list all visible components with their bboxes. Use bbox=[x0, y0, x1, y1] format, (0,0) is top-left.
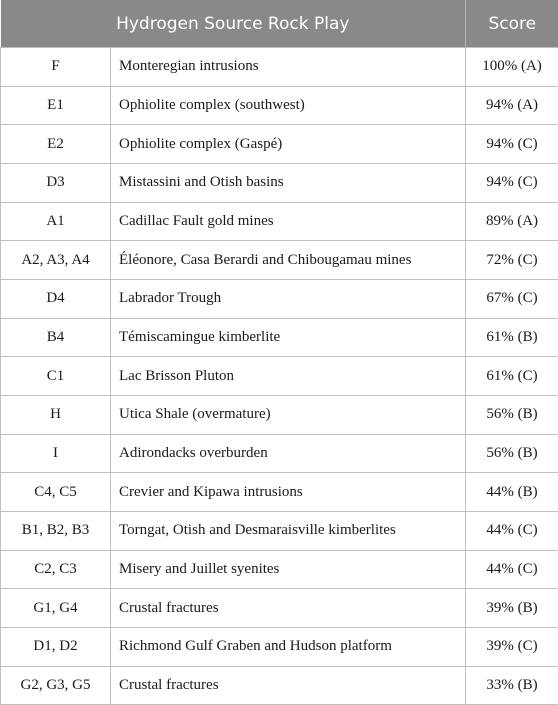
score-cell: 56% (B) bbox=[466, 395, 558, 434]
play-name-cell: Témiscamingue kimberlite bbox=[111, 318, 466, 357]
play-name-cell: Utica Shale (overmature) bbox=[111, 395, 466, 434]
play-name-cell: Adirondacks overburden bbox=[111, 434, 466, 473]
table-row bbox=[1, 202, 558, 241]
play-id-cell: G1, G4 bbox=[1, 589, 111, 628]
play-id-cell: A1 bbox=[1, 202, 111, 241]
score-cell: 44% (C) bbox=[466, 550, 558, 589]
table-row bbox=[1, 125, 558, 164]
table-row bbox=[1, 589, 558, 628]
play-id-cell: B4 bbox=[1, 318, 111, 357]
play-name-cell: Crevier and Kipawa intrusions bbox=[111, 473, 466, 512]
play-id-cell: A2, A3, A4 bbox=[1, 241, 111, 280]
table-body bbox=[1, 48, 558, 705]
score-cell: 67% (C) bbox=[466, 279, 558, 318]
table-header-row bbox=[1, 0, 558, 48]
play-name-cell: Torngat, Otish and Desmaraisville kimberlites bbox=[111, 511, 466, 550]
table-row bbox=[1, 511, 558, 550]
table-row bbox=[1, 395, 558, 434]
play-name-cell: Ophiolite complex (Gaspé) bbox=[111, 125, 466, 164]
play-id-cell: C2, C3 bbox=[1, 550, 111, 589]
header-score: Score bbox=[466, 0, 558, 48]
score-cell: 56% (B) bbox=[466, 434, 558, 473]
score-cell: 61% (B) bbox=[466, 318, 558, 357]
play-id-cell: D3 bbox=[1, 163, 111, 202]
play-id-cell: E2 bbox=[1, 125, 111, 164]
play-name-cell: Richmond Gulf Graben and Hudson platform bbox=[111, 627, 466, 666]
play-name-cell: Ophiolite complex (southwest) bbox=[111, 86, 466, 125]
score-cell: 44% (B) bbox=[466, 473, 558, 512]
score-cell: 61% (C) bbox=[466, 357, 558, 396]
play-id-cell: H bbox=[1, 395, 111, 434]
play-name-cell: Éléonore, Casa Berardi and Chibougamau mines bbox=[111, 241, 466, 280]
table-row bbox=[1, 627, 558, 666]
play-id-cell: C4, C5 bbox=[1, 473, 111, 512]
table-row bbox=[1, 48, 558, 87]
play-name-cell: Misery and Juillet syenites bbox=[111, 550, 466, 589]
score-cell: 94% (C) bbox=[466, 125, 558, 164]
table-row bbox=[1, 86, 558, 125]
play-id-cell: D4 bbox=[1, 279, 111, 318]
play-name-cell: Crustal fractures bbox=[111, 666, 466, 705]
header-play: Hydrogen Source Rock Play bbox=[1, 0, 466, 48]
table-row bbox=[1, 241, 558, 280]
score-cell: 39% (B) bbox=[466, 589, 558, 628]
play-name-cell: Mistassini and Otish basins bbox=[111, 163, 466, 202]
score-cell: 94% (C) bbox=[466, 163, 558, 202]
play-name-cell: Monteregian intrusions bbox=[111, 48, 466, 87]
play-name-cell: Labrador Trough bbox=[111, 279, 466, 318]
table-row bbox=[1, 163, 558, 202]
score-cell: 72% (C) bbox=[466, 241, 558, 280]
table-row bbox=[1, 357, 558, 396]
play-id-cell: F bbox=[1, 48, 111, 87]
play-id-cell: I bbox=[1, 434, 111, 473]
table-row bbox=[1, 550, 558, 589]
play-name-cell: Cadillac Fault gold mines bbox=[111, 202, 466, 241]
score-cell: 39% (C) bbox=[466, 627, 558, 666]
score-cell: 100% (A) bbox=[466, 48, 558, 87]
table-row bbox=[1, 279, 558, 318]
play-id-cell: D1, D2 bbox=[1, 627, 111, 666]
score-cell: 33% (B) bbox=[466, 666, 558, 705]
play-id-cell: C1 bbox=[1, 357, 111, 396]
score-cell: 94% (A) bbox=[466, 86, 558, 125]
play-id-cell: B1, B2, B3 bbox=[1, 511, 111, 550]
score-cell: 44% (C) bbox=[466, 511, 558, 550]
score-cell: 89% (A) bbox=[466, 202, 558, 241]
table-row bbox=[1, 434, 558, 473]
play-name-cell: Crustal fractures bbox=[111, 589, 466, 628]
play-id-cell: G2, G3, G5 bbox=[1, 666, 111, 705]
table-row bbox=[1, 666, 558, 705]
play-name-cell: Lac Brisson Pluton bbox=[111, 357, 466, 396]
table-row bbox=[1, 473, 558, 512]
play-id-cell: E1 bbox=[1, 86, 111, 125]
table-row bbox=[1, 318, 558, 357]
